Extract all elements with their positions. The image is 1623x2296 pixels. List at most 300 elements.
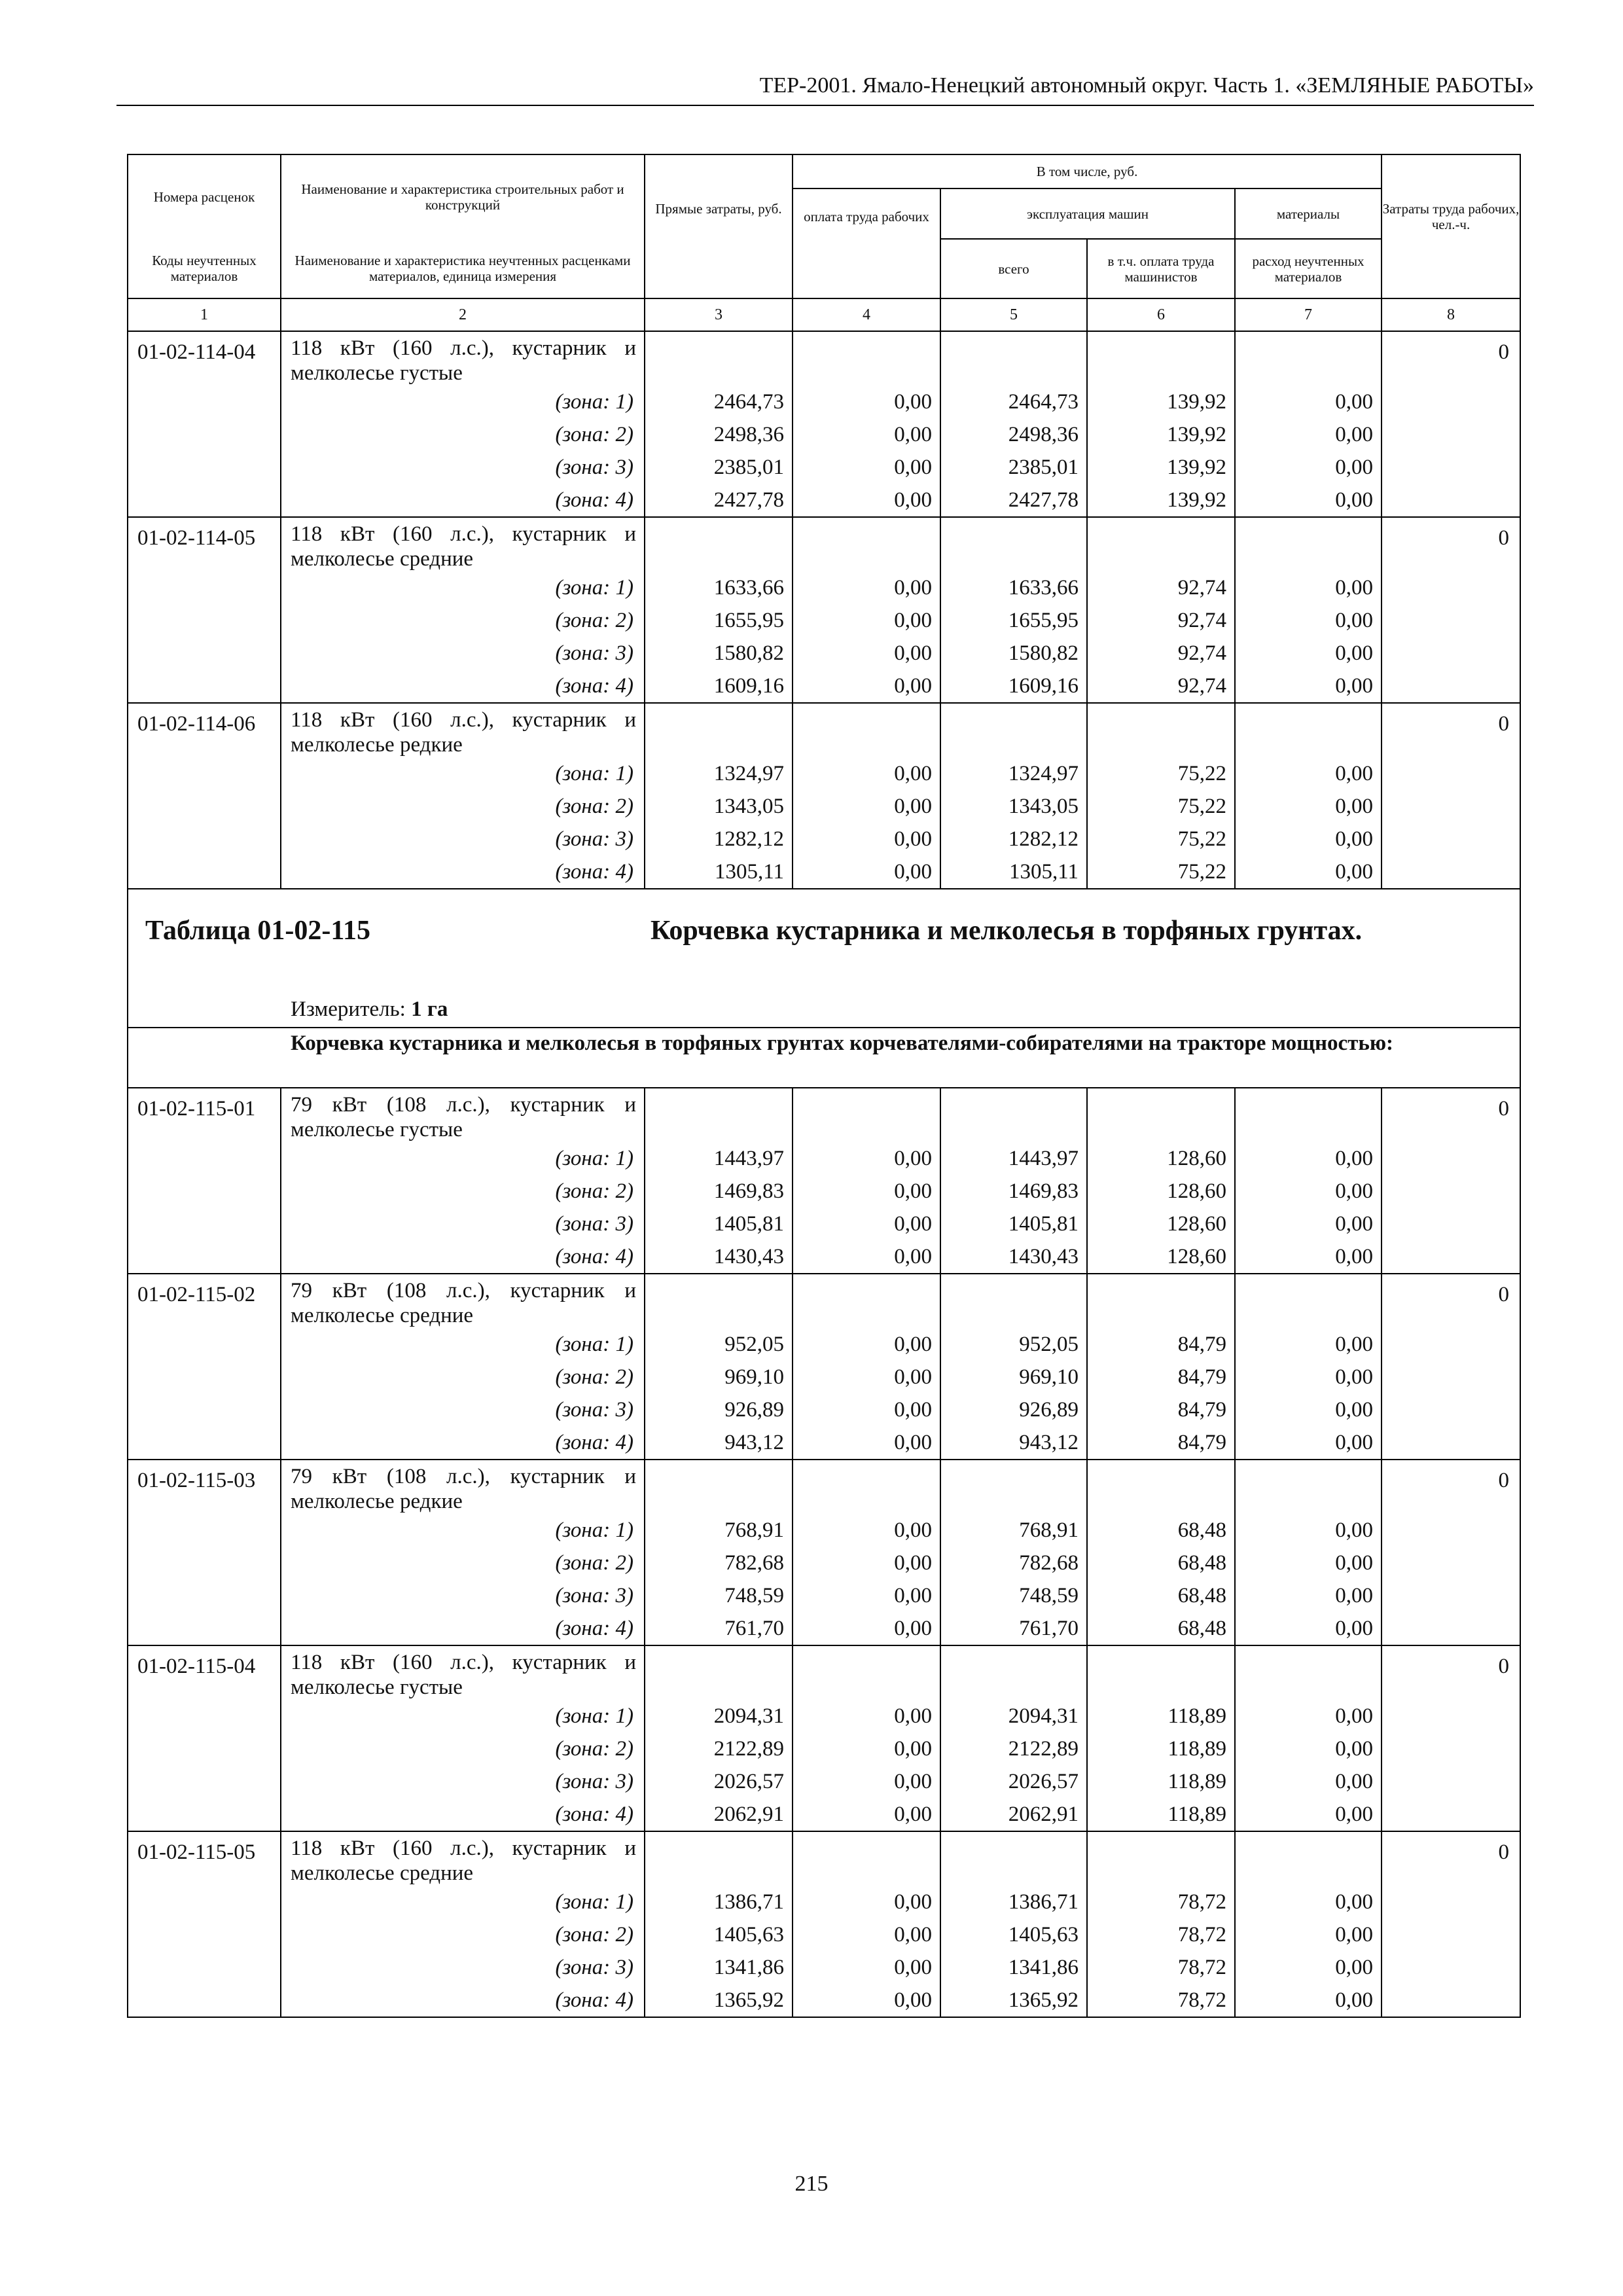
operators-wages: 118,89: [1087, 1798, 1235, 1831]
measure: [291, 993, 448, 1026]
zone-label: (зона: 2): [281, 418, 645, 451]
rate-code: 01-02-114-06: [128, 703, 281, 757]
empty-cell: [128, 1361, 281, 1393]
direct-cost: 782,68: [645, 1547, 793, 1579]
direct-cost: 1365,92: [645, 1984, 793, 2017]
empty-cell: [128, 823, 281, 855]
empty-cell: [1382, 855, 1520, 889]
zone-label: (зона: 1): [281, 757, 645, 790]
materials-cost: 0,00: [1235, 418, 1382, 451]
empty-cell: [940, 1460, 1087, 1514]
operators-wages: 68,48: [1087, 1579, 1235, 1612]
machines-total: 2122,89: [940, 1732, 1087, 1765]
zone-label: (зона: 3): [281, 1579, 645, 1612]
direct-cost: 2122,89: [645, 1732, 793, 1765]
machines-total: 2498,36: [940, 418, 1087, 451]
zone-row: [128, 1514, 1520, 1547]
empty-cell: [940, 1831, 1087, 1886]
header-material-codes: Коды неучтенных материалов: [128, 239, 281, 298]
direct-cost: 1443,97: [645, 1142, 793, 1175]
machines-total: 768,91: [940, 1514, 1087, 1547]
direct-cost: 1633,66: [645, 571, 793, 604]
header-workers-wages: оплата труда рабочих: [793, 188, 940, 298]
zone-row: [128, 670, 1520, 703]
operators-wages: 84,79: [1087, 1393, 1235, 1426]
empty-cell: [128, 670, 281, 703]
empty-cell: [1087, 1460, 1235, 1514]
direct-cost: 2026,57: [645, 1765, 793, 1798]
empty-cell: [128, 1547, 281, 1579]
empty-cell: [793, 1831, 940, 1886]
rate-name: 118 кВт (160 л.с.), кустарник и мелколесье густые: [281, 1645, 645, 1700]
machines-total: 2385,01: [940, 451, 1087, 484]
materials-cost: 0,00: [1235, 1798, 1382, 1831]
empty-cell: [128, 790, 281, 823]
workers-wages: 0,00: [793, 1328, 940, 1361]
empty-cell: [128, 484, 281, 517]
operators-wages: 75,22: [1087, 823, 1235, 855]
operators-wages: 118,89: [1087, 1765, 1235, 1798]
rate-code: 01-02-115-05: [128, 1831, 281, 1886]
empty-cell: [793, 1088, 940, 1142]
zone-row: [128, 1700, 1520, 1732]
direct-cost: 768,91: [645, 1514, 793, 1547]
empty-cell: [1382, 757, 1520, 790]
workers-wages: 0,00: [793, 1393, 940, 1426]
empty-cell: [1087, 331, 1235, 386]
direct-cost: 1469,83: [645, 1175, 793, 1208]
machines-total: 1469,83: [940, 1175, 1087, 1208]
empty-cell: [940, 703, 1087, 757]
rate-row: [128, 1088, 1520, 1142]
empty-cell: [128, 451, 281, 484]
empty-cell: [128, 1579, 281, 1612]
zone-row: [128, 604, 1520, 637]
empty-cell: [793, 1274, 940, 1328]
empty-cell: [1087, 1274, 1235, 1328]
machines-total: 1386,71: [940, 1886, 1087, 1918]
materials-cost: 0,00: [1235, 670, 1382, 703]
workers-wages: 0,00: [793, 637, 940, 670]
workers-wages: 0,00: [793, 386, 940, 418]
direct-cost: 1324,97: [645, 757, 793, 790]
empty-cell: [128, 386, 281, 418]
materials-cost: 0,00: [1235, 1700, 1382, 1732]
empty-cell: [1382, 386, 1520, 418]
empty-cell: [645, 331, 793, 386]
empty-cell: [1382, 1918, 1520, 1951]
direct-cost: 1655,95: [645, 604, 793, 637]
operators-wages: 78,72: [1087, 1886, 1235, 1918]
zone-label: (зона: 1): [281, 1886, 645, 1918]
empty-cell: [1382, 1547, 1520, 1579]
workers-wages: 0,00: [793, 757, 940, 790]
column-number: 3: [645, 298, 793, 331]
materials-cost: 0,00: [1235, 1208, 1382, 1240]
materials-cost: 0,00: [1235, 1984, 1382, 2017]
column-number: 6: [1087, 298, 1235, 331]
empty-cell: [1382, 1700, 1520, 1732]
direct-cost: 1580,82: [645, 637, 793, 670]
materials-cost: 0,00: [1235, 1361, 1382, 1393]
direct-cost: 1343,05: [645, 790, 793, 823]
zone-label: (зона: 1): [281, 1514, 645, 1547]
materials-cost: 0,00: [1235, 484, 1382, 517]
materials-cost: 0,00: [1235, 1175, 1382, 1208]
direct-cost: 1305,11: [645, 855, 793, 889]
zone-row: [128, 1579, 1520, 1612]
machines-total: 952,05: [940, 1328, 1087, 1361]
zone-label: (зона: 3): [281, 451, 645, 484]
rate-name: 118 кВт (160 л.с.), кустарник и мелколесье редкие: [281, 703, 645, 757]
empty-cell: [1382, 1426, 1520, 1460]
operators-wages: 92,74: [1087, 571, 1235, 604]
operators-wages: 92,74: [1087, 670, 1235, 703]
zone-label: (зона: 1): [281, 386, 645, 418]
rates-table: [127, 154, 1521, 2018]
machines-total: 1405,63: [940, 1918, 1087, 1951]
rate-row: [128, 1645, 1520, 1700]
operators-wages: 75,22: [1087, 790, 1235, 823]
operators-wages: 139,92: [1087, 451, 1235, 484]
empty-cell: [1382, 418, 1520, 451]
empty-cell: [128, 1798, 281, 1831]
empty-cell: [128, 1175, 281, 1208]
materials-cost: 0,00: [1235, 604, 1382, 637]
workers-wages: 0,00: [793, 1886, 940, 1918]
empty-cell: [940, 1645, 1087, 1700]
direct-cost: 952,05: [645, 1328, 793, 1361]
zone-row: [128, 418, 1520, 451]
empty-cell: [128, 1984, 281, 2017]
empty-cell: [645, 1645, 793, 1700]
operators-wages: 128,60: [1087, 1240, 1235, 1274]
empty-cell: [1382, 823, 1520, 855]
workers-wages: 0,00: [793, 1765, 940, 1798]
labor-cost: 0: [1382, 517, 1520, 571]
empty-cell: [1382, 1765, 1520, 1798]
rate-code: 01-02-114-05: [128, 517, 281, 571]
zone-label: (зона: 2): [281, 1732, 645, 1765]
column-number: 7: [1235, 298, 1382, 331]
table-description: Корчевка кустарника и мелколесья в торфяных грунтах корчевателями-собирателями на тракторе мощностью:: [128, 1028, 1520, 1088]
labor-cost: 0: [1382, 1831, 1520, 1886]
empty-cell: [128, 1612, 281, 1645]
workers-wages: 0,00: [793, 1579, 940, 1612]
zone-row: [128, 571, 1520, 604]
empty-cell: [128, 418, 281, 451]
zone-label: (зона: 2): [281, 1918, 645, 1951]
zone-row: [128, 1142, 1520, 1175]
direct-cost: 2464,73: [645, 386, 793, 418]
empty-cell: [1382, 1514, 1520, 1547]
materials-cost: 0,00: [1235, 386, 1382, 418]
header-labor-costs: Затраты труда рабочих, чел.-ч.: [1382, 154, 1520, 298]
empty-cell: [128, 1514, 281, 1547]
empty-cell: [128, 1393, 281, 1426]
direct-cost: 2498,36: [645, 418, 793, 451]
empty-cell: [128, 571, 281, 604]
workers-wages: 0,00: [793, 1208, 940, 1240]
machines-total: 926,89: [940, 1393, 1087, 1426]
workers-wages: 0,00: [793, 1175, 940, 1208]
workers-wages: 0,00: [793, 1700, 940, 1732]
rate-name: 118 кВт (160 л.с.), кустарник и мелколесье средние: [281, 1831, 645, 1886]
empty-cell: [1382, 1328, 1520, 1361]
empty-cell: [793, 1645, 940, 1700]
empty-cell: [940, 517, 1087, 571]
materials-cost: 0,00: [1235, 1612, 1382, 1645]
zone-label: (зона: 4): [281, 1984, 645, 2017]
empty-cell: [1382, 790, 1520, 823]
operators-wages: 118,89: [1087, 1700, 1235, 1732]
direct-cost: 2094,31: [645, 1700, 793, 1732]
empty-cell: [1382, 451, 1520, 484]
machines-total: 2427,78: [940, 484, 1087, 517]
operators-wages: 78,72: [1087, 1918, 1235, 1951]
zone-row: [128, 386, 1520, 418]
machines-total: 1405,81: [940, 1208, 1087, 1240]
zone-row: [128, 1798, 1520, 1831]
zone-row: [128, 637, 1520, 670]
workers-wages: 0,00: [793, 484, 940, 517]
empty-cell: [645, 1460, 793, 1514]
workers-wages: 0,00: [793, 604, 940, 637]
empty-cell: [645, 517, 793, 571]
zone-label: (зона: 2): [281, 604, 645, 637]
direct-cost: 1430,43: [645, 1240, 793, 1274]
empty-cell: [128, 637, 281, 670]
operators-wages: 139,92: [1087, 484, 1235, 517]
empty-cell: [1087, 517, 1235, 571]
operators-wages: 118,89: [1087, 1732, 1235, 1765]
page-number: 215: [794, 2172, 829, 2196]
empty-cell: [1235, 517, 1382, 571]
rate-name: 79 кВт (108 л.с.), кустарник и мелколесье густые: [281, 1088, 645, 1142]
empty-cell: [1382, 1886, 1520, 1918]
workers-wages: 0,00: [793, 823, 940, 855]
labor-cost: 0: [1382, 1088, 1520, 1142]
zone-row: [128, 1951, 1520, 1984]
empty-cell: [1382, 604, 1520, 637]
labor-cost: 0: [1382, 1274, 1520, 1328]
table-number: Таблица 01-02-115: [145, 916, 371, 946]
labor-cost: 0: [1382, 331, 1520, 386]
zone-row: [128, 1612, 1520, 1645]
machines-total: 761,70: [940, 1612, 1087, 1645]
empty-cell: [1382, 1732, 1520, 1765]
empty-cell: [1235, 331, 1382, 386]
zone-row: [128, 1426, 1520, 1460]
machines-total: 1343,05: [940, 790, 1087, 823]
workers-wages: 0,00: [793, 1361, 940, 1393]
empty-cell: [128, 1886, 281, 1918]
empty-cell: [128, 1208, 281, 1240]
workers-wages: 0,00: [793, 1951, 940, 1984]
rate-row: [128, 331, 1520, 386]
empty-cell: [128, 1240, 281, 1274]
zone-label: (зона: 3): [281, 1765, 645, 1798]
rate-name: 79 кВт (108 л.с.), кустарник и мелколесье редкие: [281, 1460, 645, 1514]
empty-cell: [1382, 484, 1520, 517]
workers-wages: 0,00: [793, 855, 940, 889]
materials-cost: 0,00: [1235, 451, 1382, 484]
materials-cost: 0,00: [1235, 823, 1382, 855]
operators-wages: 75,22: [1087, 855, 1235, 889]
zone-label: (зона: 3): [281, 637, 645, 670]
measure-value: 1 га: [411, 997, 448, 1021]
workers-wages: 0,00: [793, 1142, 940, 1175]
header-including-group: В том числе, руб.: [793, 154, 1382, 188]
workers-wages: 0,00: [793, 670, 940, 703]
empty-cell: [128, 855, 281, 889]
rate-code: 01-02-115-02: [128, 1274, 281, 1328]
workers-wages: 0,00: [793, 418, 940, 451]
empty-cell: [1382, 1240, 1520, 1274]
zone-label: (зона: 2): [281, 790, 645, 823]
materials-cost: 0,00: [1235, 1918, 1382, 1951]
empty-cell: [1382, 1361, 1520, 1393]
zone-row: [128, 1175, 1520, 1208]
operators-wages: 84,79: [1087, 1328, 1235, 1361]
machines-total: 2094,31: [940, 1700, 1087, 1732]
header-machines-total: всего: [940, 239, 1087, 298]
rate-code: 01-02-115-01: [128, 1088, 281, 1142]
workers-wages: 0,00: [793, 1612, 940, 1645]
operators-wages: 78,72: [1087, 1984, 1235, 2017]
zone-label: (зона: 4): [281, 1426, 645, 1460]
machines-total: 1655,95: [940, 604, 1087, 637]
zone-row: [128, 1393, 1520, 1426]
rates-table-body: [128, 154, 1520, 2017]
empty-cell: [128, 1951, 281, 1984]
empty-cell: [1235, 703, 1382, 757]
rate-code: 01-02-115-04: [128, 1645, 281, 1700]
header-unaccounted-materials: расход неучтенных материалов: [1235, 239, 1382, 298]
empty-cell: [128, 757, 281, 790]
direct-cost: 2385,01: [645, 451, 793, 484]
direct-cost: 1405,81: [645, 1208, 793, 1240]
workers-wages: 0,00: [793, 451, 940, 484]
materials-cost: 0,00: [1235, 1951, 1382, 1984]
materials-cost: 0,00: [1235, 1732, 1382, 1765]
empty-cell: [645, 703, 793, 757]
rate-row: [128, 517, 1520, 571]
workers-wages: 0,00: [793, 571, 940, 604]
rate-row: [128, 1460, 1520, 1514]
header-material-names: Наименование и характеристика неучтенных расценками материалов, единица измерения: [281, 239, 645, 298]
materials-cost: 0,00: [1235, 1142, 1382, 1175]
operators-wages: 84,79: [1087, 1426, 1235, 1460]
direct-cost: 969,10: [645, 1361, 793, 1393]
operators-wages: 68,48: [1087, 1514, 1235, 1547]
empty-cell: [940, 1274, 1087, 1328]
zone-row: [128, 1361, 1520, 1393]
machines-total: 1341,86: [940, 1951, 1087, 1984]
materials-cost: 0,00: [1235, 1547, 1382, 1579]
empty-cell: [1382, 1612, 1520, 1645]
table-description-row: [128, 1028, 1520, 1088]
zone-row: [128, 1886, 1520, 1918]
header-machines-group: эксплуатация машин: [940, 188, 1235, 239]
workers-wages: 0,00: [793, 1514, 940, 1547]
page-title: ТЕР-2001. Ямало-Ненецкий автономный округ. Часть 1. «ЗЕМЛЯНЫЕ РАБОТЫ»: [759, 73, 1534, 98]
operators-wages: 68,48: [1087, 1612, 1235, 1645]
zone-row: [128, 1240, 1520, 1274]
labor-cost: 0: [1382, 1645, 1520, 1700]
machines-total: 782,68: [940, 1547, 1087, 1579]
zone-label: (зона: 4): [281, 484, 645, 517]
direct-cost: 1609,16: [645, 670, 793, 703]
rate-name: 79 кВт (108 л.с.), кустарник и мелколесье средние: [281, 1274, 645, 1328]
empty-cell: [793, 703, 940, 757]
empty-cell: [128, 1700, 281, 1732]
empty-cell: [1382, 1142, 1520, 1175]
direct-cost: 943,12: [645, 1426, 793, 1460]
empty-cell: [1382, 1208, 1520, 1240]
zone-row: [128, 1765, 1520, 1798]
zone-row: [128, 757, 1520, 790]
operators-wages: 92,74: [1087, 637, 1235, 670]
materials-cost: 0,00: [1235, 637, 1382, 670]
operators-wages: 139,92: [1087, 418, 1235, 451]
empty-cell: [940, 331, 1087, 386]
empty-cell: [1087, 703, 1235, 757]
workers-wages: 0,00: [793, 1547, 940, 1579]
materials-cost: 0,00: [1235, 790, 1382, 823]
zone-label: (зона: 3): [281, 823, 645, 855]
direct-cost: 761,70: [645, 1612, 793, 1645]
rate-name: 118 кВт (160 л.с.), кустарник и мелколесье средние: [281, 517, 645, 571]
direct-cost: 748,59: [645, 1579, 793, 1612]
materials-cost: 0,00: [1235, 1328, 1382, 1361]
machines-total: 1609,16: [940, 670, 1087, 703]
materials-cost: 0,00: [1235, 855, 1382, 889]
zone-row: [128, 790, 1520, 823]
zone-label: (зона: 4): [281, 1240, 645, 1274]
labor-cost: 0: [1382, 703, 1520, 757]
zone-row: [128, 1732, 1520, 1765]
workers-wages: 0,00: [793, 1732, 940, 1765]
zone-row: [128, 484, 1520, 517]
workers-wages: 0,00: [793, 790, 940, 823]
empty-cell: [128, 1732, 281, 1765]
machines-total: 748,59: [940, 1579, 1087, 1612]
direct-cost: 2062,91: [645, 1798, 793, 1831]
direct-cost: 1282,12: [645, 823, 793, 855]
operators-wages: 139,92: [1087, 386, 1235, 418]
header-direct-costs: Прямые затраты, руб.: [645, 154, 793, 298]
zone-label: (зона: 4): [281, 1612, 645, 1645]
empty-cell: [1382, 1393, 1520, 1426]
empty-cell: [793, 517, 940, 571]
zone-label: (зона: 2): [281, 1547, 645, 1579]
workers-wages: 0,00: [793, 1798, 940, 1831]
empty-cell: [1382, 1798, 1520, 1831]
zone-label: (зона: 4): [281, 1798, 645, 1831]
measure-label: Измеритель:: [291, 997, 406, 1021]
header-materials-group: материалы: [1235, 188, 1382, 239]
zone-row: [128, 823, 1520, 855]
zone-label: (зона: 1): [281, 1700, 645, 1732]
zone-label: (зона: 4): [281, 670, 645, 703]
materials-cost: 0,00: [1235, 1514, 1382, 1547]
machines-total: 2062,91: [940, 1798, 1087, 1831]
operators-wages: 128,60: [1087, 1142, 1235, 1175]
empty-cell: [1382, 1951, 1520, 1984]
table-heading-row: [128, 889, 1520, 1028]
empty-cell: [1382, 571, 1520, 604]
